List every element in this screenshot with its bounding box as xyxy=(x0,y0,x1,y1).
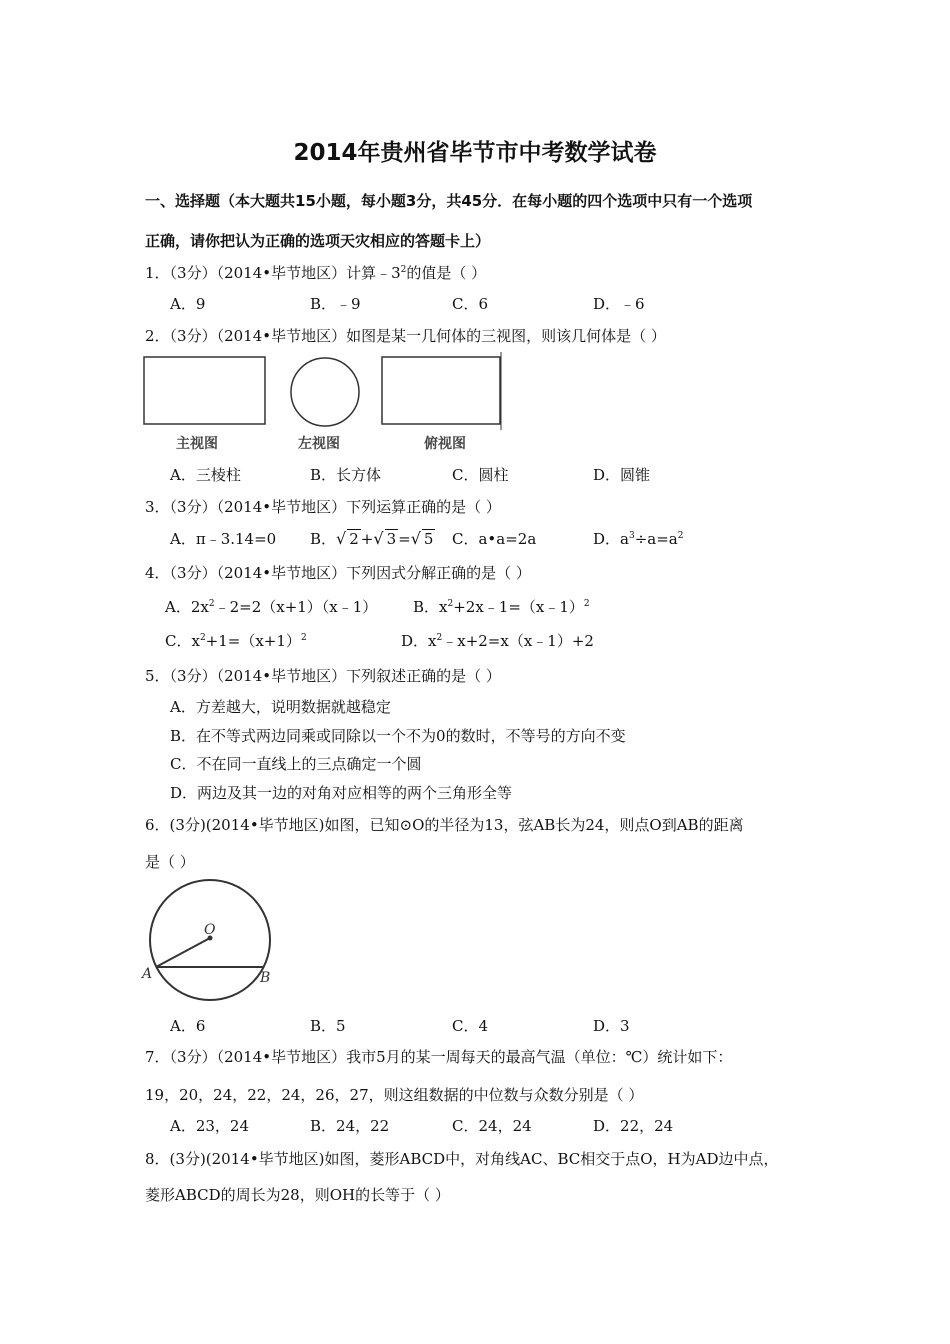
q1-option-a: A．9 xyxy=(170,295,206,313)
q4-option-b: B．$x^2+2x﹣1=(x﹣1)^2$ xyxy=(413,598,590,616)
side-view-circle xyxy=(291,358,359,426)
q5-option-a: A．方差越大，说明数据就越稳定 xyxy=(170,698,391,716)
radius-oa xyxy=(156,938,210,967)
question-2-stem: 2．（3分）（2014•毕节地区）如图是某一几何体的三视图，则该几何体是（ ） xyxy=(145,327,666,345)
q5-option-d: D．两边及其一边的对角对应相等的两个三角形全等 xyxy=(170,784,513,802)
section-heading-line2: 正确，请你把认为正确的选项天灾相应的答题卡上） xyxy=(145,232,491,250)
question-5-stem: 5．（3分）（2014•毕节地区）下列叙述正确的是（ ） xyxy=(145,667,501,685)
circle-chord-figure xyxy=(140,875,280,1010)
question-6-stem-line1: 6．(3分)(2014•毕节地区)如图，已知⊙O的半径为13，弦AB长为24，则点O到AB的距离 xyxy=(145,816,744,834)
side-view-label: 左视图 xyxy=(298,436,340,452)
question-4-stem: 4．（3分）（2014•毕节地区）下列因式分解正确的是（ ） xyxy=(145,564,531,582)
question-7-stem-line2: 19，20，24，22，24，26，27，则这组数据的中位数与众数分别是（ ） xyxy=(145,1086,644,1104)
q7-option-a: A．23，24 xyxy=(170,1117,250,1135)
page-title: 2014年贵州省毕节市中考数学试卷 xyxy=(293,140,657,166)
q7-option-d: D．22，24 xyxy=(593,1117,674,1135)
q3-option-a: A．π﹣3.14=0 xyxy=(170,530,277,548)
q4-option-c: C．$x^2+1=(x+1)^2$ xyxy=(165,632,307,650)
q3-option-c: C．a•a=2a xyxy=(452,530,537,548)
question-6-stem-line2: 是（ ） xyxy=(145,853,195,871)
question-7-stem-line1: 7．（3分）（2014•毕节地区）我市5月的某一周每天的最高气温（单位：℃）统计如下： xyxy=(145,1048,733,1066)
label-o: O xyxy=(204,922,216,938)
section-heading-line1: 一、选择题（本大题共15小题，每小题3分，共45分．在每小题的四个选项中只有一个选项 xyxy=(145,192,753,210)
q5-option-c: C．不在同一直线上的三点确定一个圆 xyxy=(170,755,422,773)
q2-option-c: C．圆柱 xyxy=(452,466,509,484)
top-view-label: 俯视图 xyxy=(424,436,466,452)
q2-option-d: D．圆锥 xyxy=(593,466,651,484)
q7-option-c: C．24，24 xyxy=(452,1117,532,1135)
q6-option-a: A．6 xyxy=(170,1017,206,1035)
q7-option-b: B．24，22 xyxy=(310,1117,390,1135)
q2-option-a: A．三棱柱 xyxy=(170,466,241,484)
q2-option-b: B．长方体 xyxy=(310,466,382,484)
question-8-stem-line1: 8．(3分)(2014•毕节地区)如图，菱形ABCD中，对角线AC、BC相交于点O，H为AD边中点， xyxy=(145,1150,779,1168)
q6-option-d: D．3 xyxy=(593,1017,630,1035)
front-view-label: 主视图 xyxy=(176,436,218,452)
q3-option-d: D．$a^3\div a=a^2$ xyxy=(593,530,684,548)
front-view-rectangle xyxy=(144,357,265,424)
top-view-rectangle xyxy=(382,357,500,424)
question-8-stem-line2: 菱形ABCD的周长为28，则OH的长等于（ ） xyxy=(145,1186,450,1204)
q6-option-b: B．5 xyxy=(310,1017,346,1035)
q3-option-b: B．√ 2 +√ 3 =√ 5 xyxy=(310,529,434,548)
q1-option-b: B．﹣9 xyxy=(310,295,361,313)
q1-option-d: D．﹣6 xyxy=(593,295,645,313)
q5-option-b: B．在不等式两边同乘或同除以一个不为0的数时，不等号的方向不变 xyxy=(170,727,626,745)
label-b: B xyxy=(260,970,271,986)
question-1-stem: 1．（3分）（2014•毕节地区）计算$﹣3^2$的值是（ ） xyxy=(145,264,487,282)
q6-option-c: C．4 xyxy=(452,1017,489,1035)
question-3-stem: 3．（3分）（2014•毕节地区）下列运算正确的是（ ） xyxy=(145,498,501,516)
label-a: A xyxy=(142,966,153,982)
q4-option-a: A．$2x^2﹣2=2(x+1)(x﹣1)$ xyxy=(165,598,378,616)
q1-option-c: C．6 xyxy=(452,295,489,313)
q4-option-d: D．$x^2﹣x+2=x(x﹣1)+2$ xyxy=(401,632,594,650)
